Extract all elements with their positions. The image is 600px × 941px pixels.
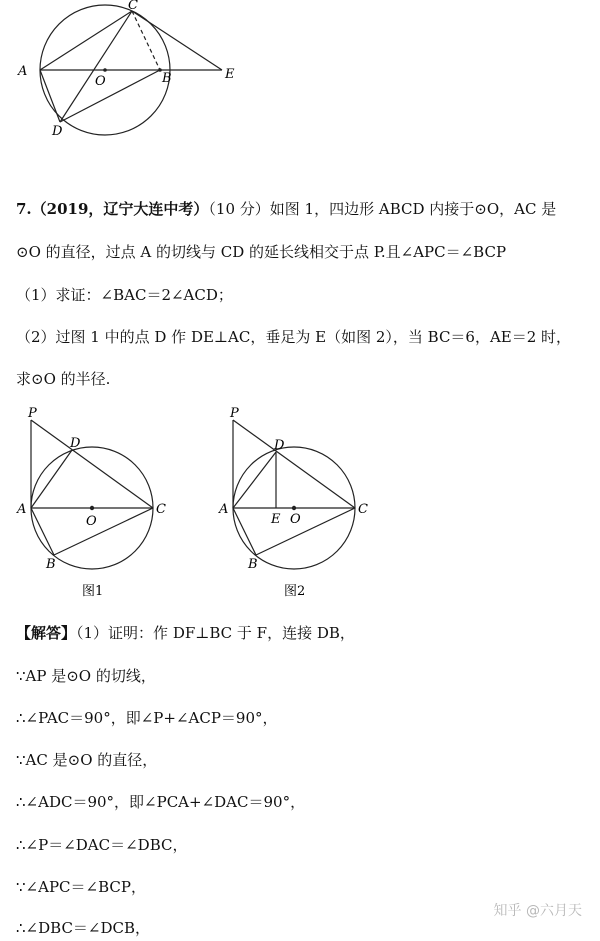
top-figure [10,0,260,160]
top-label-o: O [95,74,106,89]
solution-line-5: ∴∠ADC＝90°，即∠PCA+∠DAC＝90°， [16,793,306,811]
solution-line-4: ∵AC 是⊙O 的直径， [16,751,158,769]
fig2-label-d: D [274,438,285,453]
top-segment-ac [40,11,132,70]
solution-line-1 [16,622,355,643]
top-segment-cd [60,11,132,122]
problem-part-1: （1）求证：∠BAC＝2∠ACD； [16,286,233,304]
fig1-center-dot [90,506,94,510]
problem-number: 7. [16,200,32,218]
fig1-caption: 图1 [82,584,104,599]
top-segment-ce [132,11,222,70]
top-label-e: E [225,67,235,82]
fig2-segment-ab [233,508,256,555]
problem-source: （2019，辽宁大连中考） [31,200,209,218]
solution-text-1: （1）证明：作 DF⊥BC 于 F，连接 DB， [76,624,355,642]
fig1-label-c: C [156,502,166,517]
fig2-caption: 图2 [284,584,306,599]
solution-head: 【解答】 [16,624,77,642]
solution-line-7: ∵∠APC＝∠BCP， [16,878,146,896]
fig2-center-dot [292,506,296,510]
fig2-label-o: O [290,512,301,527]
fig1-label-b: B [46,557,56,572]
fig1-segment-ad [31,450,72,508]
top-center-dot [103,68,107,72]
fig2-label-b: B [248,557,258,572]
solution-line-2: ∵AP 是⊙O 的切线， [16,667,156,685]
problem-part-2: （2）过图 1 中的点 D 作 DE⊥AC，垂足为 E（如图 2），当 BC＝6，AE＝2 时， [16,328,572,346]
solution-line-6: ∴∠P＝∠DAC＝∠DBC， [16,836,188,854]
top-segment-db [60,70,160,122]
problem-text-1: （10 分）如图 1，四边形 ABCD 内接于⊙O，AC 是 [208,200,557,218]
fig2-label-c: C [358,502,368,517]
fig1-label-o: O [86,514,97,529]
top-segment-ad [40,70,60,122]
fig2-label-p: P [230,406,239,421]
fig1-label-d: D [70,436,81,451]
problem-part-2b: 求⊙O 的半径. [16,370,111,388]
fig1-segment-ab [31,508,54,555]
problem-line-1 [16,198,556,219]
fig2-label-a: A [219,502,229,517]
top-label-d: D [52,124,63,139]
solution-line-3: ∴∠PAC＝90°，即∠P+∠ACP＝90°， [16,709,278,727]
fig1-label-a: A [17,502,27,517]
watermark: 知乎 @六月天 [493,903,582,919]
top-label-c: C [128,0,138,13]
problem-line-2: ⊙O 的直径，过点 A 的切线与 CD 的延长线相交于点 P.且∠APC＝∠BCP [16,243,507,261]
top-label-a: A [18,64,28,79]
top-label-b: B [162,71,172,86]
solution-line-8: ∴∠DBC＝∠DCB， [16,919,151,937]
fig2-label-e: E [271,512,281,527]
fig1-label-p: P [28,406,37,421]
figure-2 [216,405,376,600]
figure-1 [14,405,174,600]
